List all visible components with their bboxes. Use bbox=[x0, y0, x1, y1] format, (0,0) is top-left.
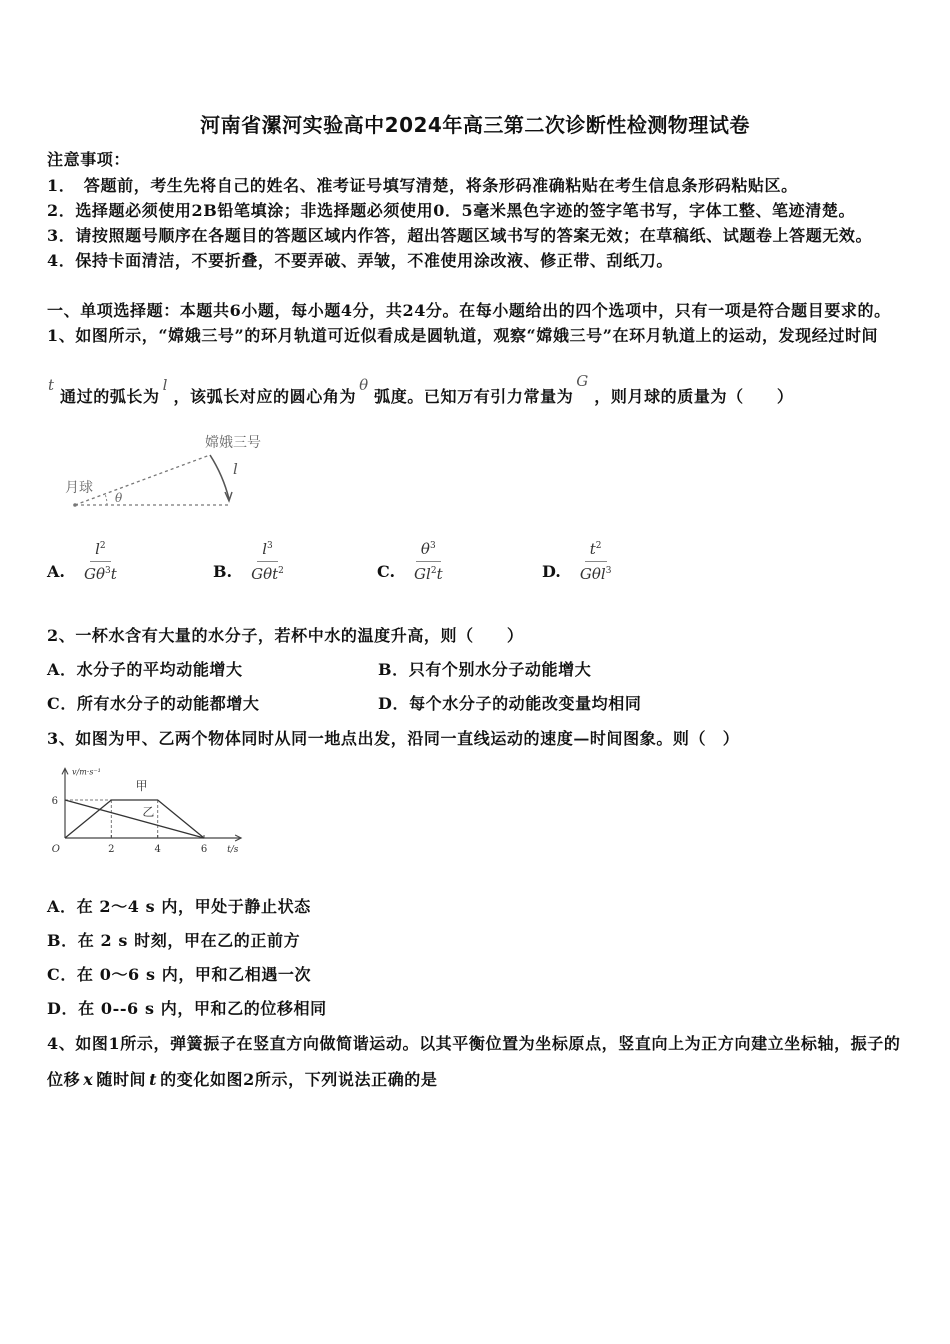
q1-stem-line2 bbox=[47, 372, 794, 407]
fraction-formula bbox=[409, 540, 448, 583]
notice-item-2: 2．选择题必须使用2B铅笔填涂；非选择题必须使用0．5毫米黑色字迹的签字笔书写，字体工整、笔迹清楚。 bbox=[47, 201, 856, 220]
x-tick-label: 4 bbox=[154, 844, 161, 855]
origin-label: O bbox=[51, 844, 60, 855]
math-var-t: t bbox=[48, 376, 55, 394]
math-symbol: l bbox=[95, 540, 100, 558]
q3-option-d: D．在 0--6 s 内，甲和乙的位移相同 bbox=[47, 999, 327, 1018]
math-symbol: G bbox=[83, 565, 96, 583]
q4-text-segment: 位移 bbox=[47, 1070, 81, 1089]
q4-stem-line1: 4、如图1所示，弹簧振子在竖直方向做简谐运动。以其平衡位置为坐标原点，竖直向上为正方向建立坐标轴，振子的 bbox=[47, 1034, 901, 1053]
series-label: 乙 bbox=[142, 804, 155, 819]
moon-label: 月球 bbox=[65, 480, 93, 496]
fraction-formula bbox=[575, 540, 617, 583]
option-label: C. bbox=[377, 562, 396, 581]
fraction-formula bbox=[246, 540, 289, 583]
math-exponent: 3 bbox=[267, 541, 273, 551]
notice-item-4: 4．保持卡面清洁，不要折叠，不要弄破、弄皱，不准使用涂改液、修正带、刮纸刀。 bbox=[47, 251, 673, 270]
math-exponent: 2 bbox=[99, 541, 106, 551]
fraction-numerator bbox=[90, 540, 111, 562]
math-symbol: θ bbox=[420, 540, 430, 558]
angle-arc bbox=[105, 494, 107, 505]
math-symbol: l bbox=[426, 565, 431, 583]
page-title: 河南省漯河实验高中2024年高三第二次诊断性检测物理试卷 bbox=[200, 113, 750, 137]
math-var-l: l bbox=[162, 376, 168, 394]
fraction-denominator bbox=[409, 562, 448, 583]
q1-option-d bbox=[542, 540, 616, 583]
option-label: D. bbox=[542, 562, 561, 581]
moon-center-point bbox=[73, 503, 77, 507]
math-var-x: x bbox=[83, 1070, 94, 1089]
q3-option-c: C．在 0～6 s 内，甲和乙相遇一次 bbox=[47, 965, 312, 984]
math-symbol: G bbox=[414, 565, 427, 583]
math-symbol: l bbox=[600, 565, 606, 583]
fraction-denominator bbox=[246, 562, 289, 583]
math-symbol: G bbox=[579, 565, 592, 583]
series-line-yi bbox=[65, 800, 204, 838]
q3-option-b: B．在 2 s 时刻，甲在乙的正前方 bbox=[47, 931, 301, 950]
fraction-numerator bbox=[585, 540, 607, 562]
notice-item-1: 1． 答题前，考生先将自己的姓名、准考证号填写清楚，将条形码准确粘贴在考生信息条形码粘贴区。 bbox=[47, 176, 798, 195]
math-symbol: t bbox=[110, 565, 117, 583]
radius-dashed-line-angled bbox=[75, 455, 210, 505]
section-heading: 一、单项选择题：本题共6小题，每小题4分，共24分。在每小题给出的四个选项中，只有一项是符合题目要求的。 bbox=[47, 301, 891, 320]
q1-option-c bbox=[377, 540, 448, 583]
math-exponent: 3 bbox=[429, 541, 436, 551]
math-exponent: 2 bbox=[278, 566, 284, 576]
notice-item-3: 3．请按照题号顺序在各题目的答题区域内作答，超出答题区域书写的答案无效；在草稿纸、试题卷上答题无效。 bbox=[47, 226, 873, 245]
fraction-numerator bbox=[257, 540, 278, 562]
math-symbol: t bbox=[589, 540, 596, 558]
x-tick-label: 2 bbox=[108, 844, 115, 855]
notice-heading: 注意事项： bbox=[47, 150, 131, 169]
q4-text-segment: 的变化如图2所示，下列说法正确的是 bbox=[160, 1070, 438, 1089]
math-symbol: θ bbox=[263, 565, 273, 583]
option-label: B. bbox=[213, 562, 233, 581]
q3-stem: 3、如图为甲、乙两个物体同时从同一地点出发，沿同一直线运动的速度—时间图象。则（ ） bbox=[47, 729, 740, 748]
math-exponent: 2 bbox=[430, 566, 437, 576]
q2-option-a: A．水分子的平均动能增大 bbox=[47, 660, 243, 679]
math-exponent: 2 bbox=[595, 541, 602, 551]
series-label: 甲 bbox=[135, 778, 148, 793]
q1-text-segment: ，则月球的质量为（ ） bbox=[594, 387, 794, 406]
math-symbol: θ bbox=[95, 565, 105, 583]
orbit-arc bbox=[210, 455, 229, 499]
x-tick-label: 6 bbox=[200, 844, 208, 855]
math-symbol: θ bbox=[591, 565, 601, 583]
x-axis-label: t/s bbox=[227, 845, 239, 855]
q4-text-segment: 随时间 bbox=[96, 1070, 147, 1089]
math-var-g: G bbox=[576, 372, 589, 390]
fraction-denominator bbox=[575, 562, 617, 583]
q3-velocity-time-chart bbox=[45, 760, 250, 860]
q3-option-a: A．在 2～4 s 内，甲处于静止状态 bbox=[47, 897, 311, 916]
math-symbol: G bbox=[251, 565, 264, 583]
q2-option-d: D．每个水分子的动能改变量均相同 bbox=[378, 694, 642, 713]
fraction-denominator bbox=[79, 562, 122, 583]
q1-orbit-diagram bbox=[55, 428, 285, 518]
math-exponent: 3 bbox=[105, 566, 111, 576]
y-axis-label: v/m·s⁻¹ bbox=[72, 767, 101, 777]
q2-option-c: C．所有水分子的动能都增大 bbox=[47, 694, 260, 713]
fraction-numerator bbox=[416, 540, 441, 562]
math-symbol: l bbox=[262, 540, 268, 558]
q1-option-b bbox=[213, 540, 289, 583]
probe-label: 嫦娥三号 bbox=[205, 435, 261, 451]
q2-stem: 2、一杯水含有大量的水分子，若杯中水的温度升高，则（ ） bbox=[47, 626, 524, 645]
math-var-t: t bbox=[149, 1070, 158, 1089]
y-tick-label: 6 bbox=[51, 796, 58, 808]
option-label: A. bbox=[47, 562, 65, 581]
fraction-formula bbox=[79, 540, 122, 583]
arc-length-label: l bbox=[233, 460, 238, 478]
math-var-theta: θ bbox=[359, 376, 369, 394]
q1-text-segment: ，该弧长对应的圆心角为 bbox=[173, 387, 357, 406]
math-symbol: t bbox=[272, 565, 279, 583]
q1-text-segment: 弧度。已知万有引力常量为 bbox=[374, 387, 574, 406]
q1-text-segment: 通过的弧长为 bbox=[60, 387, 160, 406]
q1-stem-line1: 1、如图所示，“嫦娥三号”的环月轨道可近似看成是圆轨道，观察“嫦娥三号”在环月轨道上的运动，发现经过时间 bbox=[47, 326, 879, 345]
math-exponent: 3 bbox=[605, 566, 612, 576]
q2-option-b: B．只有个别水分子动能增大 bbox=[378, 660, 592, 679]
angle-label: θ bbox=[115, 491, 123, 505]
math-symbol: t bbox=[436, 565, 443, 583]
q4-stem-line2 bbox=[47, 1070, 438, 1090]
q1-option-a bbox=[47, 540, 122, 583]
